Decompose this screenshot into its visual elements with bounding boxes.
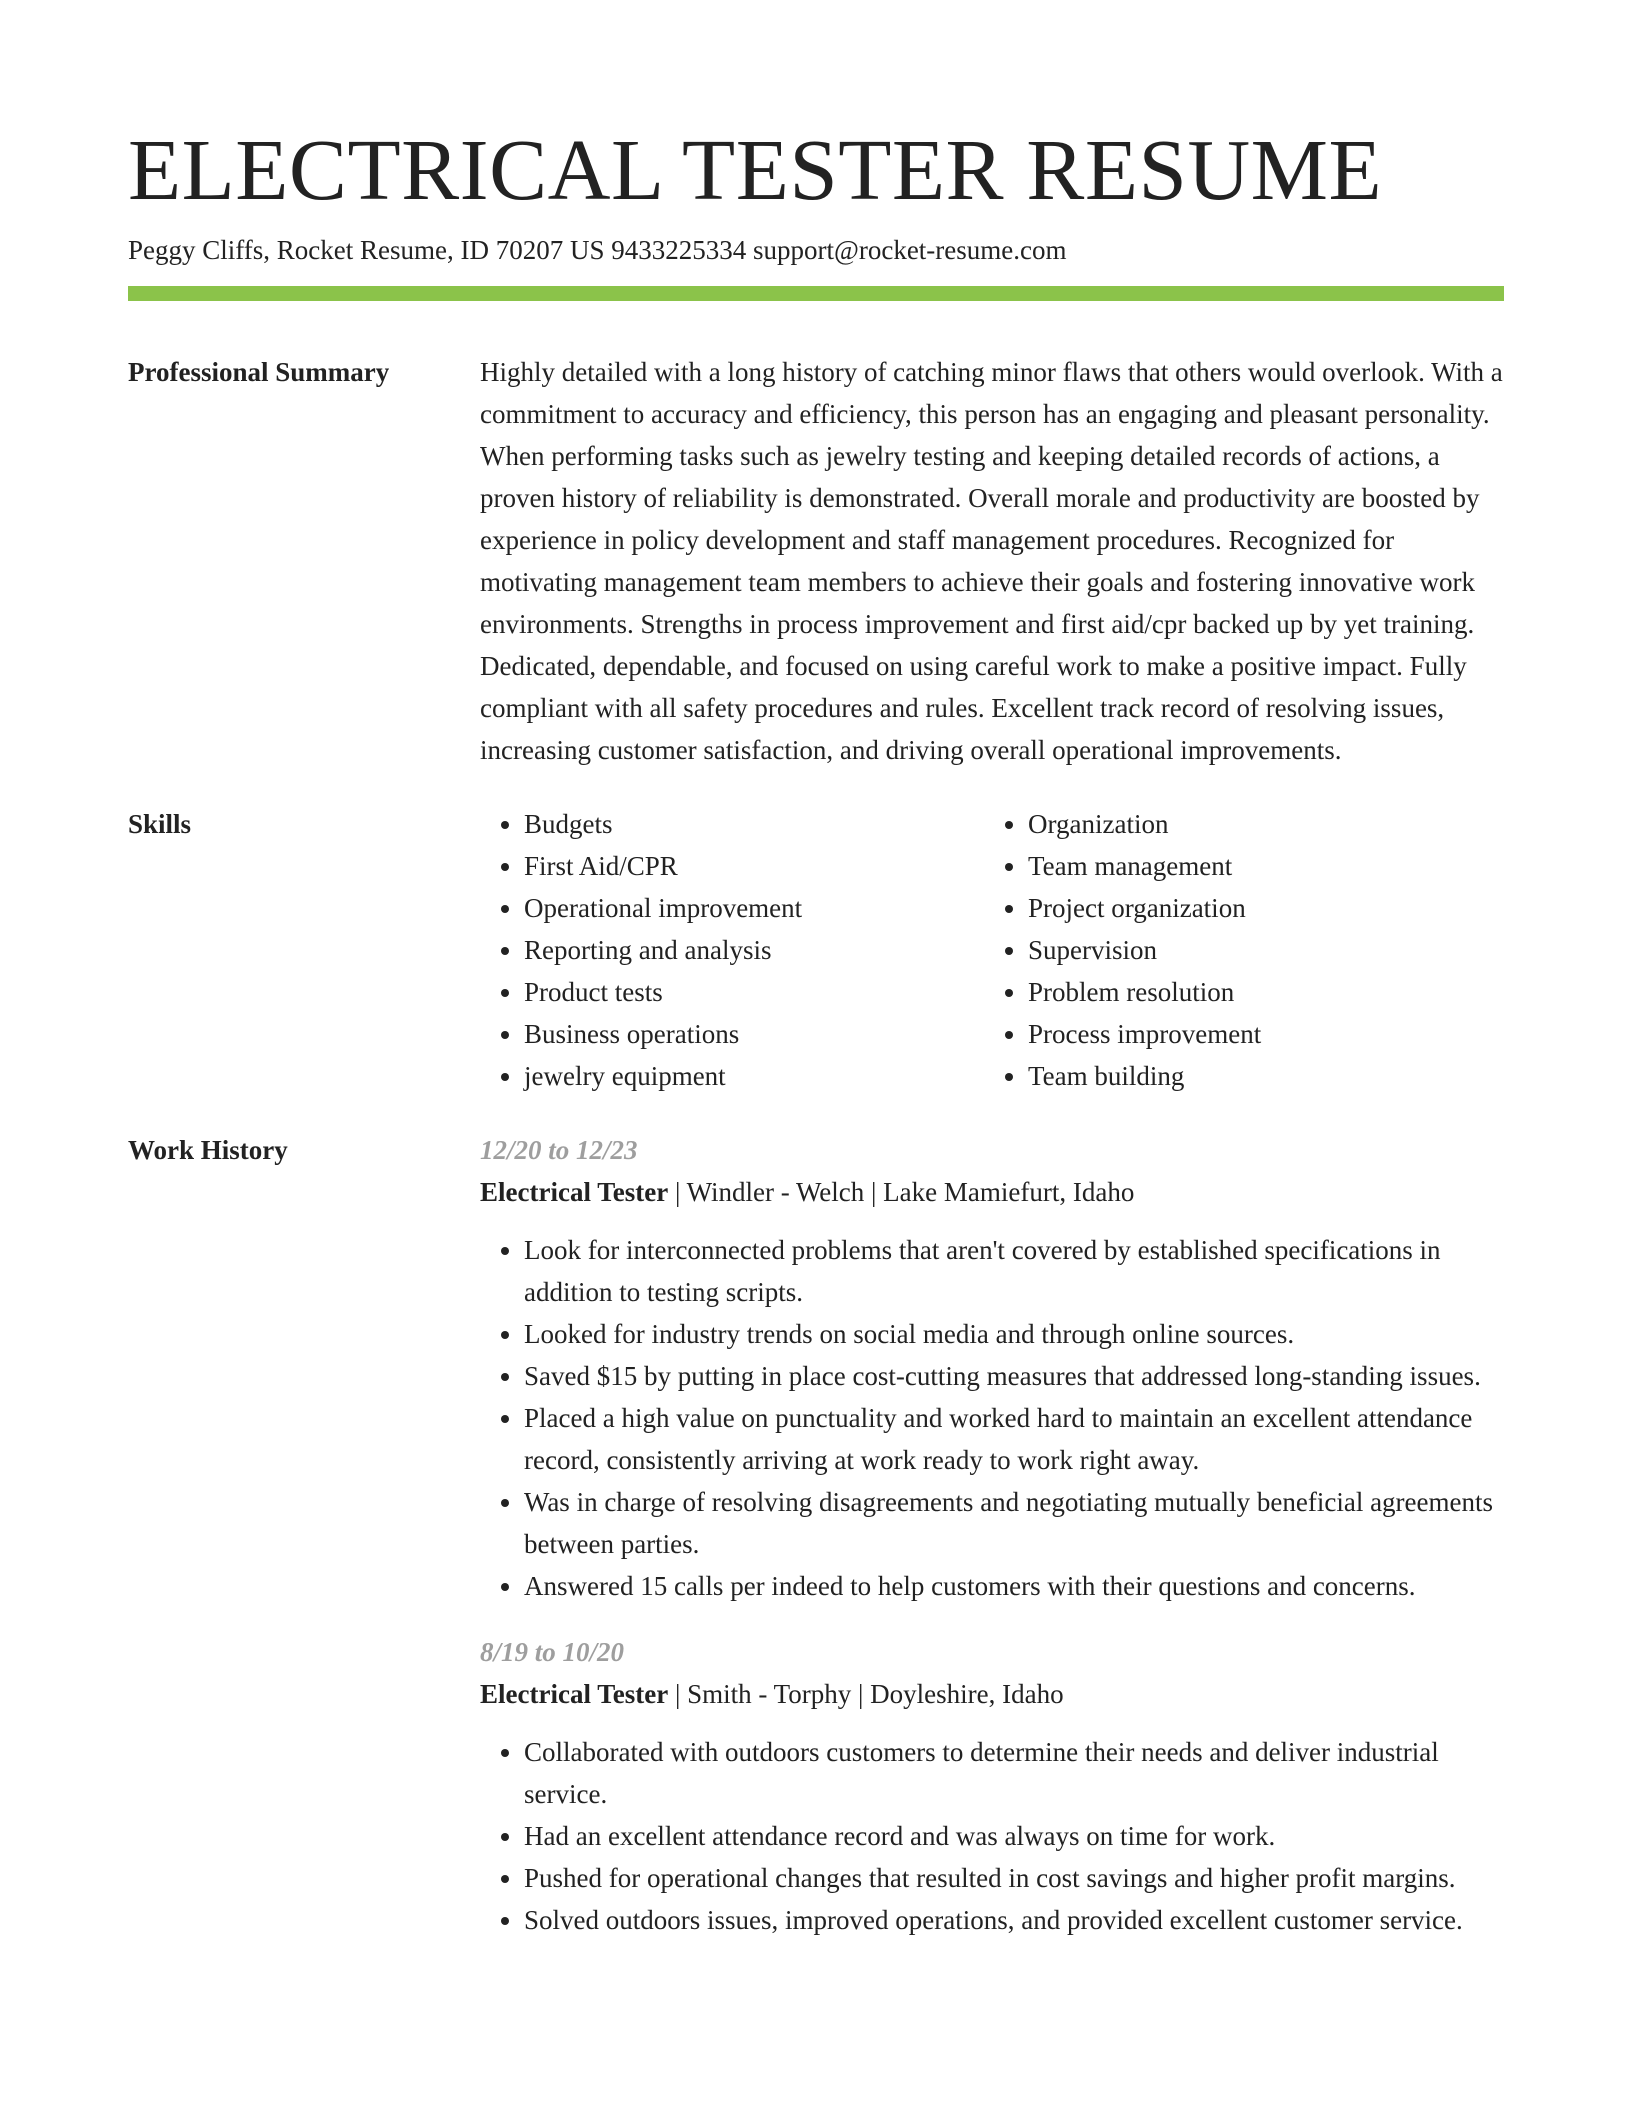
- skill-item: • jewelry equipment: [524, 1055, 984, 1097]
- job-bullet-list: [480, 1229, 1504, 1607]
- job-details: | Smith - Torphy | Doyleshire, Idaho: [668, 1679, 1064, 1709]
- job-heading: [480, 1673, 1504, 1715]
- job-bullet: • Look for interconnected problems that aren't covered by established specifications in addition to testing scripts.: [524, 1229, 1504, 1313]
- skills-columns: [480, 803, 1508, 1097]
- job-bullet-list: [480, 1731, 1504, 1941]
- job-heading: [480, 1171, 1504, 1213]
- skill-item: • Product tests: [524, 971, 984, 1013]
- job-title: Electrical Tester: [480, 1177, 669, 1207]
- work-history-body: [480, 1129, 1504, 1965]
- header-accent-rule: [128, 286, 1504, 301]
- skill-item: • Project organization: [1028, 887, 1508, 929]
- job-dates: 12/20 to 12/23: [480, 1135, 638, 1165]
- skill-item: • Operational improvement: [524, 887, 984, 929]
- job-bullet: • Looked for industry trends on social media and through online sources.: [524, 1313, 1504, 1355]
- job-entry: [480, 1631, 1504, 1941]
- job-bullet: • Placed a high value on punctuality and worked hard to maintain an excellent attendance record, consistently arriving at work ready to work right away.: [524, 1397, 1504, 1481]
- contact-line: Peggy Cliffs, Rocket Resume, ID 70207 US 9433225334 support@rocket-resume.com: [128, 235, 1067, 265]
- job-title: Electrical Tester: [480, 1679, 669, 1709]
- skill-item: • Supervision: [1028, 929, 1508, 971]
- work-history-section: [128, 1129, 1504, 1965]
- job-bullet: • Had an excellent attendance record and was always on time for work.: [524, 1815, 1504, 1857]
- skill-item: • Team management: [1028, 845, 1508, 887]
- section-title-summary: Professional Summary: [128, 357, 390, 387]
- skill-item: • Budgets: [524, 803, 984, 845]
- skill-item: • First Aid/CPR: [524, 845, 984, 887]
- job-bullet: • Was in charge of resolving disagreements and negotiating mutually beneficial agreements between parties.: [524, 1481, 1504, 1565]
- skill-item: • Reporting and analysis: [524, 929, 984, 971]
- job-bullet: • Pushed for operational changes that resulted in cost savings and higher profit margins.: [524, 1857, 1504, 1899]
- job-bullet: • Saved $15 by putting in place cost-cutting measures that addressed long-standing issues.: [524, 1355, 1504, 1397]
- professional-summary-section: [128, 351, 1504, 771]
- skill-item: • Problem resolution: [1028, 971, 1508, 1013]
- job-details: | Windler - Welch | Lake Mamiefurt, Idaho: [668, 1177, 1135, 1207]
- summary-body: [480, 351, 1504, 771]
- skill-item: • Team building: [1028, 1055, 1508, 1097]
- section-title-work-history: Work History: [128, 1135, 288, 1165]
- skills-list-left: [480, 803, 984, 1097]
- summary-text: Highly detailed with a long history of catching minor flaws that others would overlook. With a commitment to accuracy and efficiency, this person has an engaging and pleasant personality. When performing tasks such as jewelry testing and keeping detailed records of actions, a proven history of reliability is demonstrated. Overall morale and productivity are boosted by experience in policy development and staff management procedures. Recognized for motivating management team members to achieve their goals and fostering innovative work environments. Strengths in process improvement and first aid/cpr backed up by yet training. Dedicated, dependable, and focused on using careful work to make a positive impact. Fully compliant with all safety procedures and rules. Excellent track record of resolving issues, increasing customer satisfaction, and driving overall operational improvements.: [480, 357, 1503, 765]
- skill-item: • Organization: [1028, 803, 1508, 845]
- skills-list-right: [984, 803, 1508, 1097]
- resume-page: [128, 118, 1504, 1965]
- section-title-skills: Skills: [128, 809, 192, 839]
- job-dates: 8/19 to 10/20: [480, 1637, 625, 1667]
- skill-item: • Business operations: [524, 1013, 984, 1055]
- job-entry: [480, 1129, 1504, 1607]
- skill-item: • Process improvement: [1028, 1013, 1508, 1055]
- job-bullet: • Collaborated with outdoors customers to determine their needs and deliver industrial service.: [524, 1731, 1504, 1815]
- resume-title: ELECTRICAL TESTER RESUME: [128, 121, 1383, 218]
- skills-section: [128, 803, 1504, 1097]
- job-bullet: • Answered 15 calls per indeed to help customers with their questions and concerns.: [524, 1565, 1504, 1607]
- job-bullet: • Solved outdoors issues, improved operations, and provided excellent customer service.: [524, 1899, 1504, 1941]
